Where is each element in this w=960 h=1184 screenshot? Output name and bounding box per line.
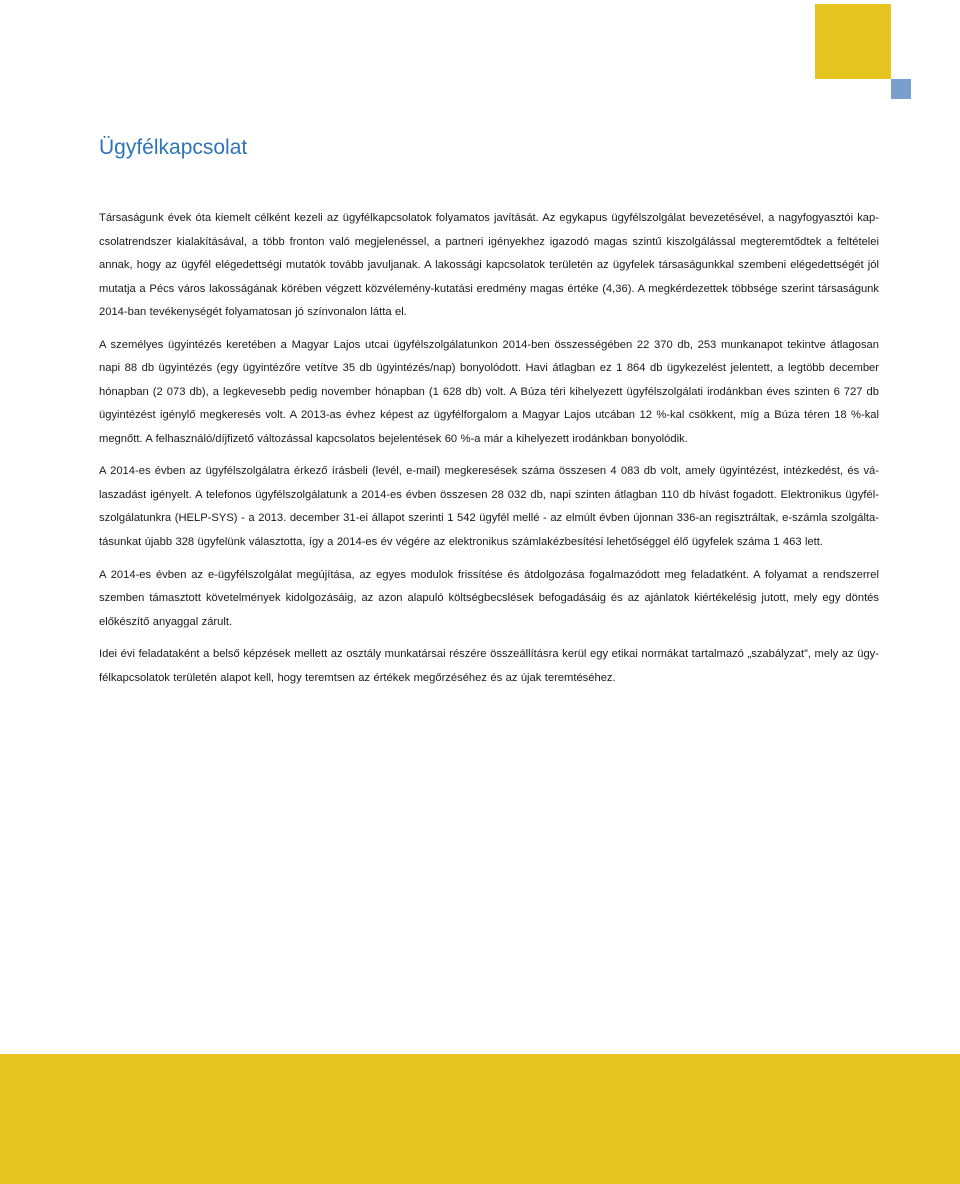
decorative-yellow-square [815,4,891,79]
paragraph-personal-service: A személyes ügyintézés keretében a Magyar Lajos utcai ügyfélszolgálatunkon 2014-ben összességében 22 370 db, 253 munkanapot tekintve átlagosan napi 88 db ügyintézés (egy ügyintézőre vetítve 35 db ügyintézés/nap) bonyolódott. Havi átlagban ez 1 864 db ügykezelést jelentett, a legtöbb december hónapban (2 073 db), a legkevesebb pedig november hónapban (1 628 db) volt. A Búza téri kihelyezett ügyfélszolgálati irodánkban éves szinten 6 727 db ügyintézést igénylő megkeresés volt. A 2013-as évhez képest az ügyfélforgalom a Magyar Lajos utcában 12 %-kal csökkent, míg a Búza téren 18 %-kal megnőtt. A felhasználó/díjfizető változással kapcsolatos bejelentések 60 %-a már a kihelyezett irodánkban bonyolódik. [99,338,879,445]
paragraph-ethics-code: Idei évi feladataként a belső képzések mellett az osztály munkatársai részére összeállításra kerül egy etikai normákat tartalmazó „szabályzat”, mely az ügyfélkapcsolatok területén alapot kell, hogy teremtsen az értékek megőrzéséhez és az újak teremtéséhez. [99,648,879,684]
page-title: Ügyfélkapcsolat [99,136,248,159]
paragraph-intro: Társaságunk évek óta kiemelt célként kezeli az ügyfélkapcsolatok folyamatos javítását. Az egykapus ügyfélszolgálat bevezetésével, a nagyfogyasztói kapcsolatrendszer kialakításával, a több fronton való megjelenéssel, a partneri igényekhez igazodó magas szintű kiszolgálással megteremtődtek a feltételei annak, hogy az ügyfél elégedettségi mutatók tovább javuljanak. A lakossági kapcsolatok területén az ügyfelek társaságunkkal szembeni elégedettségét jól mutatja a Pécs város lakosságának körében végzett közvélemény-kutatási eredmény magas értéke (4,36). A megkérdezettek többsége szerint társaságunk 2014-ban tevékenységét folyamatosan jó színvonalon látta el. [99,212,879,318]
body-text [99,207,879,690]
decorative-blue-square [891,79,911,99]
paragraph-written-phone-electronic: A 2014-es évben az ügyfélszolgálatra érkező írásbeli (levél, e-mail) megkeresések száma összesen 4 083 db volt, amely ügyintézést, intézkedést, és válaszadást igényelt. A telefonos ügyfélszolgálatunk a 2014-es évben összesen 28 032 db, napi szinten átlagban 110 db hívást fogadott. Elektronikus ügyfélszolgálatunkra (HELP-SYS) - a 2013. december 31-ei állapot szerinti 1 542 ügyfél mellé - az elmúlt évben újonnan 336-an regisztráltak, e-számla szolgáltatásunkat újabb 328 ügyfelünk választotta, így a 2014-es év végére az elektronikus számlakézbesítési lehetőséggel élő ügyfelek száma 1 463 lett. [99,465,879,548]
paragraph-e-service-renewal: A 2014-es évben az e-ügyfélszolgálat megújítása, az egyes modulok frissítése és átdolgozása fogalmazódott meg feladatként. A folyamat a rendszerrel szemben támasztott követelmények kidolgozásáig, az azon alapuló költségbecslések befogadásáig és az ajánlatok kiértékelésig jutott, mely egy döntés előkészítő anyaggal zárult. [99,568,879,628]
footer-band [0,1054,960,1184]
